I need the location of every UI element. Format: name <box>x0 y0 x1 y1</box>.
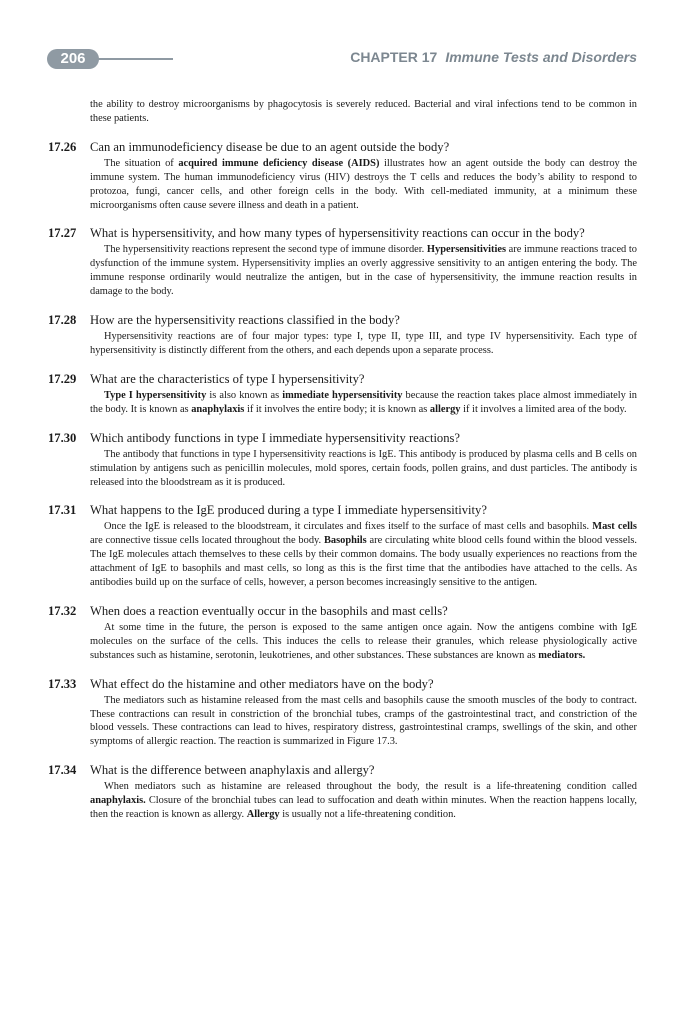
chapter-label: CHAPTER 17 <box>350 49 438 65</box>
continuation-paragraph: the ability to destroy microorganisms by phagocytosis is severely reduced. Bacterial and viral infections tend to be common in these patients. <box>90 99 637 124</box>
question <box>48 502 637 518</box>
answer <box>48 243 637 299</box>
qa-item <box>48 603 637 663</box>
question-number: 17.28 <box>48 313 77 328</box>
answer-paragraph: When mediators such as histamine are released throughout the body, the result is a life-threatening condition called anaphylaxis. Closure of the bronchial tubes can lead to suffocation and death within minutes. When the reaction happens locally, then the reaction is known as allergy. Allergy is usually not a life-threatening condition. <box>90 781 637 821</box>
answer <box>48 621 637 663</box>
question-number: 17.26 <box>48 139 77 154</box>
question-text: How are the hypersensitivity reactions classified in the body? <box>90 313 400 328</box>
question-text: What are the characteristics of type I hypersensitivity? <box>90 371 365 386</box>
answer <box>48 780 637 822</box>
qa-item <box>48 225 637 299</box>
question-number: 17.33 <box>48 676 77 691</box>
answer <box>48 448 637 490</box>
question-number: 17.30 <box>48 430 77 445</box>
question <box>48 762 637 778</box>
answer-paragraph: Hypersensitivity reactions are of four major types: type I, type II, type III, and type IV hypersensitivity. Each type of hypersensitivity is distinctly different from the others, and each depends upon a separate process. <box>90 331 637 356</box>
answer <box>48 694 637 750</box>
answer-paragraph: The mediators such as histamine released from the mast cells and basophils cause the smooth muscles of the body to contract. These contractions can result in constriction of the bronchial tubes, cramps of the gastrointestinal tract, and constriction of the blood vessels. These contractions can lead to hives, respiratory distress, gastrointestinal cramps, swellings of the skin, and other symptoms of allergic reaction. The reaction is summarized in Figure 17.3. <box>90 694 637 748</box>
answer <box>48 157 637 213</box>
question <box>48 225 637 241</box>
question-text: What is the difference between anaphylaxis and allergy? <box>90 763 375 778</box>
answer-paragraph: The situation of acquired immune deficiency disease (AIDS) illustrates how an agent outside the body can destroy the immune system. The human immunodeficiency virus (HIV) destroys the T cells and reduces the body’s ability to respond to protozoa, fungi, cancer cells, and other foreign cells in the body. With cell-mediated immunity, at a minimum these microorganisms often cause severe illness and death in a patient. <box>90 157 637 211</box>
answer-paragraph: At some time in the future, the person is exposed to the same antigen once again. Now the antigens combine with IgE molecules on the surface of the cells. This induces the cells to release their granules, which release physiologically active substances such as histamine, serotonin, leukotrienes, and other substances. These substances are known as mediators. <box>90 621 637 661</box>
qa-item <box>48 676 637 750</box>
answer-paragraph: Once the IgE is released to the bloodstream, it circulates and fixes itself to the surface of mast cells and basophils. Mast cells are connective tissue cells located throughout the body. Basophils are circulating white blood cells found within the blood vessels. The IgE molecules attach themselves to these cells by their common domains. The body usually experiences no reactions from the attachment of IgE to basophils and mast cells, so long as this is the first time that the antibodies have attached to the cells. As antibodies build up on the surface of cells, however, a person becomes increasingly sensitive to the antigen. <box>90 521 637 589</box>
running-header <box>350 49 637 65</box>
qa-item <box>48 312 637 358</box>
answer-paragraph: The hypersensitivity reactions represent the second type of immune disorder. Hypersensitivities are immune reactions traced to dysfunction of the immune system. Hypersensitivity implies an overly aggressive sensitivity to an antigen entering the body. The immune response ordinarily would neutralize the antigen, but in the case of hypersensitivity, the immune reaction results in damage to the body. <box>90 244 637 298</box>
question-text: What happens to the IgE produced during a type I immediate hypersensitivity? <box>90 503 487 518</box>
question-number: 17.34 <box>48 763 77 778</box>
page-content <box>48 98 637 822</box>
question-answer-list <box>48 139 637 822</box>
answer-paragraph: Type I hypersensitivity is also known as immediate hypersensitivity because the reaction takes place almost immediately in the body. It is known as anaphylaxis if it involves the entire body; it is known as allergy if it involves a limited area of the body. <box>90 389 637 415</box>
header-rule <box>97 58 173 60</box>
question <box>48 312 637 328</box>
question-number: 17.29 <box>48 371 77 386</box>
qa-item <box>48 762 637 822</box>
qa-item <box>48 430 637 490</box>
qa-item <box>48 139 637 213</box>
question-text: Can an immunodeficiency disease be due to an agent outside the body? <box>90 139 450 154</box>
answer-paragraph: The antibody that functions in type I hypersensitivity reactions is IgE. This antibody is produced by plasma cells and B cells on stimulation by antigens such as penicillin molecules, mold spores, certain foods, pollen grains, and dust particles. The antibody is released into the bloodstream as it is produced. <box>90 448 637 488</box>
question-text: Which antibody functions in type I immediate hypersensitivity reactions? <box>90 430 461 445</box>
qa-item <box>48 371 637 417</box>
question-number: 17.32 <box>48 603 77 618</box>
question <box>48 139 637 155</box>
question-text: What is hypersensitivity, and how many types of hypersensitivity reactions can occur in the body? <box>90 226 585 241</box>
answer <box>48 330 637 358</box>
answer <box>48 389 637 417</box>
question-number: 17.31 <box>48 503 77 518</box>
question-number: 17.27 <box>48 226 77 241</box>
question <box>48 430 637 446</box>
page-number: 206 <box>47 49 99 69</box>
qa-item <box>48 502 637 590</box>
answer <box>48 520 637 590</box>
question <box>48 603 637 619</box>
question <box>48 676 637 692</box>
question-text: When does a reaction eventually occur in the basophils and mast cells? <box>90 603 448 618</box>
chapter-title: Immune Tests and Disorders <box>445 49 637 65</box>
question-text: What effect do the histamine and other mediators have on the body? <box>90 676 434 691</box>
question <box>48 371 637 387</box>
